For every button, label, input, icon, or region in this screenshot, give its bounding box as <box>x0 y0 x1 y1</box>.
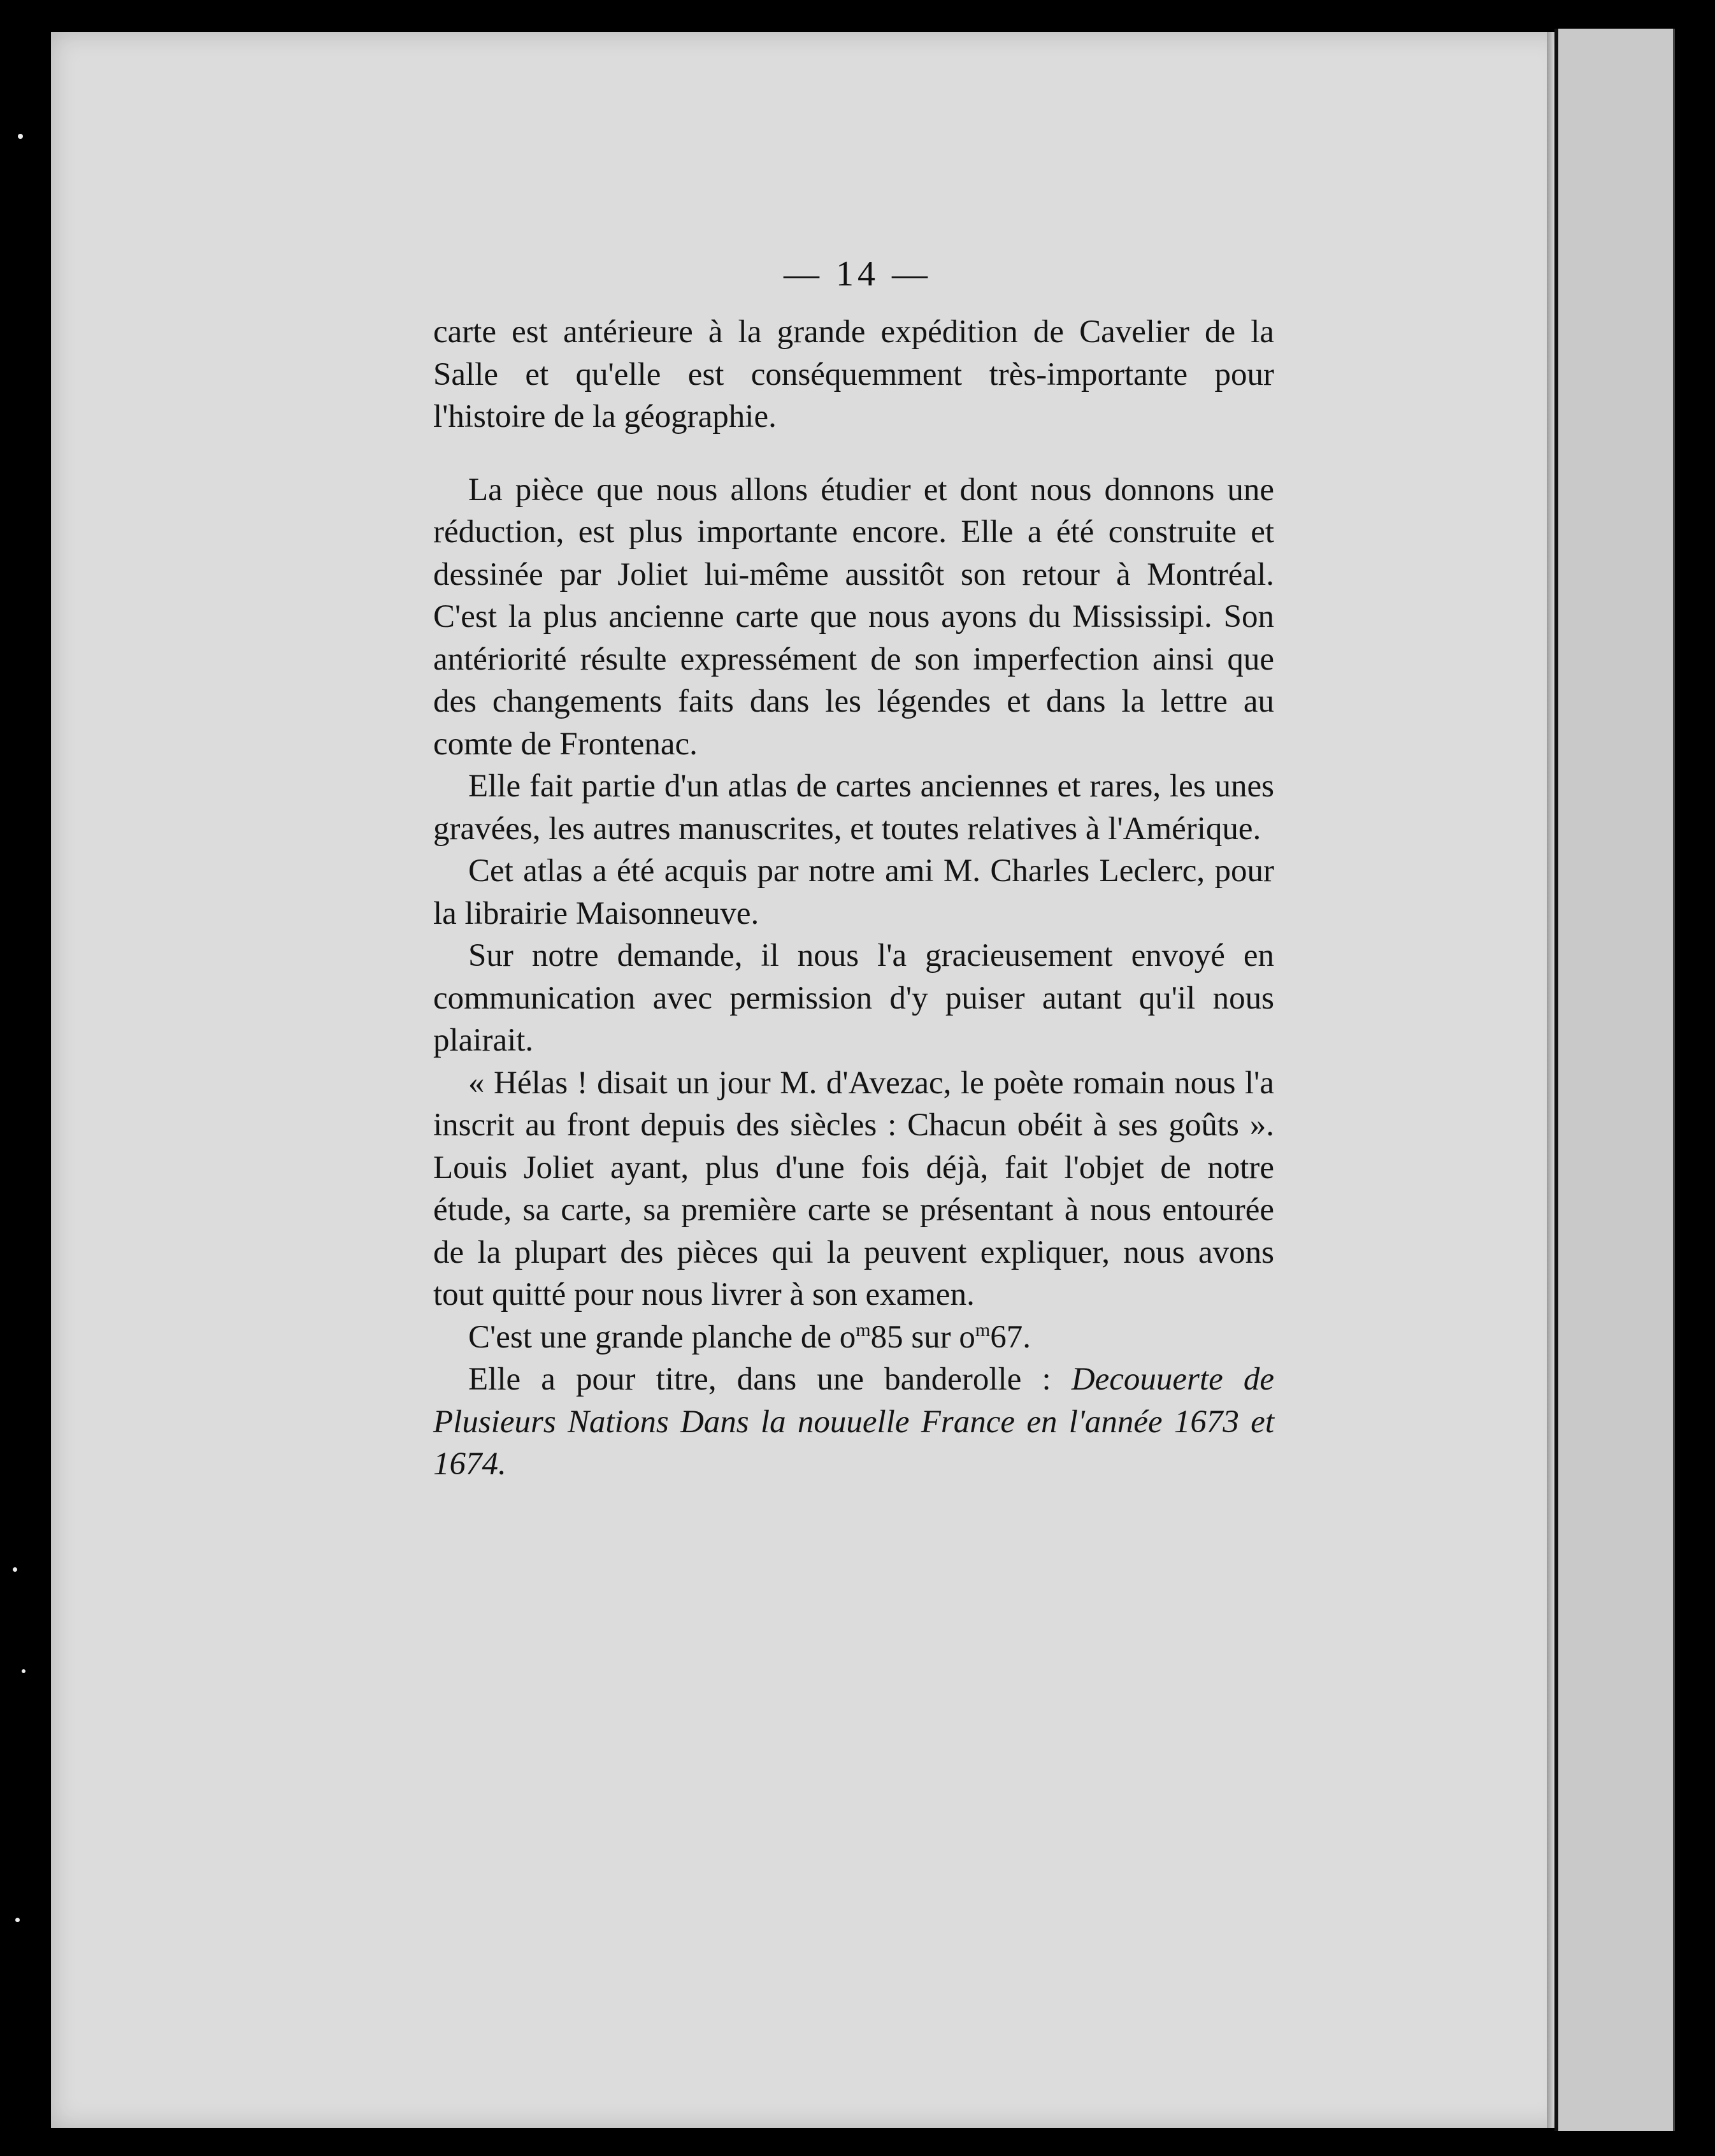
page-fold-shadow <box>1547 32 1553 2128</box>
paragraph-acquisition: Cet atlas a été acquis par notre ami M. Charles Leclerc, pour la librairie Maisonneuve. <box>433 853 1274 931</box>
dimensions-mid: 85 sur o <box>870 1319 975 1355</box>
scan-speck <box>18 134 23 139</box>
dimensions-unit-2: m <box>975 1319 991 1340</box>
paragraph-avezac-quote: « Hélas ! disait un jour M. d'Avezac, le poète romain nous l'a inscrit au front depuis des siècles : Chacun obéit à ses goûts ». Louis Joliet ayant, plus d'une fois déjà, fait l'objet de notre étude, sa carte, sa première carte se présentant à nous entourée de la plupart des pièces qui la peuvent expliquer, nous avons tout quitté pour nous livrer à son examen. <box>433 1065 1274 1312</box>
map-title: Decouuerte de Plusieurs Nations Dans la nouuelle France en l'année 1673 et 1674. <box>433 1362 1274 1482</box>
body-text <box>433 311 1274 1486</box>
dimensions-unit-1: m <box>856 1319 871 1340</box>
scan-speck <box>22 1669 25 1673</box>
paragraph-continuation: carte est antérieure à la grande expédition de Cavelier de la Salle et qu'elle est conséquemment très-importante pour l'histoire de la géographie. <box>433 314 1274 435</box>
adjacent-page-edge <box>1554 29 1675 2131</box>
paragraph-permission: Sur notre demande, il nous l'a gracieusement envoyé en communication avec permission d'y puiser autant qu'il nous plairait. <box>433 938 1274 1058</box>
scan-speck <box>15 1918 20 1922</box>
page-number: — 14 — <box>784 254 931 294</box>
paragraph-atlas: Elle fait partie d'un atlas de cartes anciennes et rares, les unes gravées, les autres manuscrites, et toutes relatives à l'Amérique. <box>433 768 1274 847</box>
map-title-intro: Elle a pour titre, dans une banderolle : <box>468 1362 1072 1397</box>
scan-speck <box>13 1567 17 1572</box>
paragraph-dimensions <box>433 1316 1274 1359</box>
paragraph-map-title <box>433 1358 1274 1486</box>
paragraph-joliet-map: La pièce que nous allons étudier et dont nous donnons une réduction, est plus importante encore. Elle a été construite et dessinée par Joliet lui-même aussitôt son retour à Montréal. C'est la plus ancienne carte que nous ayons du Mississipi. Son antériorité résulte expressément de son imperfection ainsi que des changements faits dans les légendes et dans la lettre au comte de Frontenac. <box>433 471 1274 762</box>
dimensions-suffix: 67. <box>990 1319 1031 1355</box>
dimensions-prefix: C'est une grande planche de o <box>468 1319 856 1355</box>
